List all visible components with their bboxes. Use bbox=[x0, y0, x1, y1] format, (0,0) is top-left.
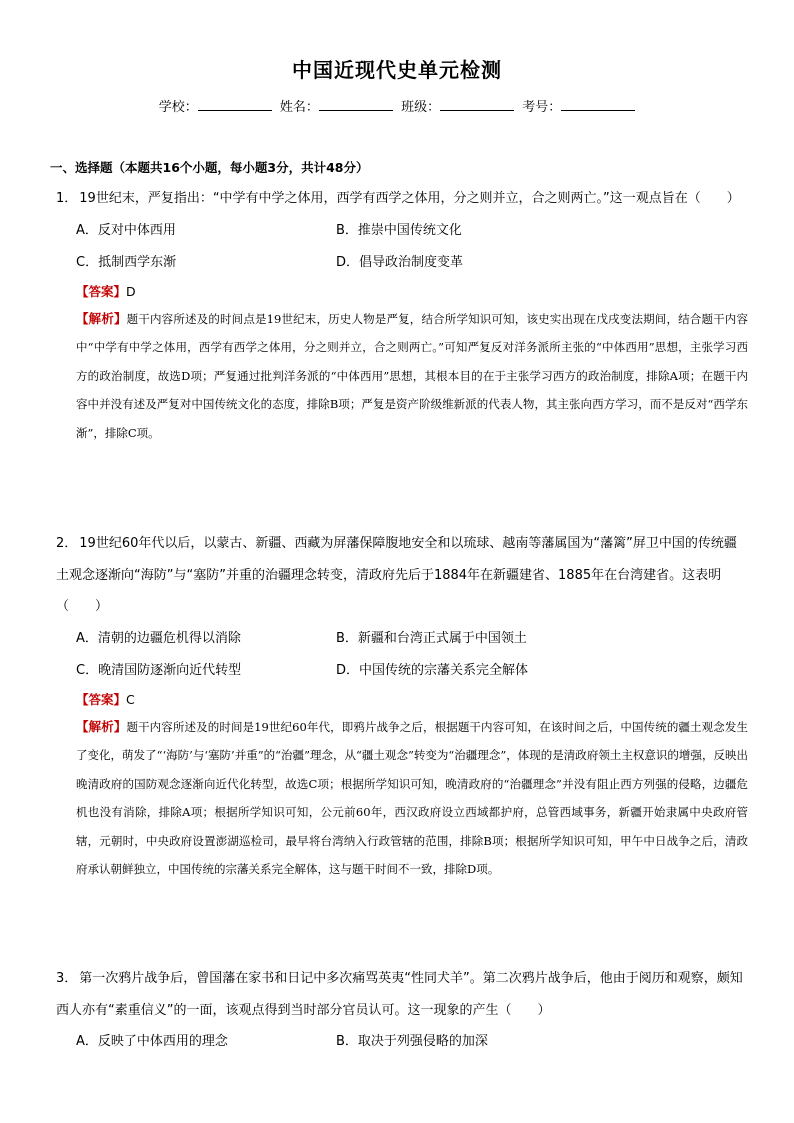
option-a[interactable]: A．清朝的边疆危机得以消除 bbox=[76, 630, 241, 646]
options-row bbox=[56, 215, 748, 247]
school-label: 学校： bbox=[158, 100, 198, 115]
question-stem bbox=[56, 183, 748, 215]
option-b[interactable]: B．推崇中国传统文化 bbox=[336, 222, 462, 238]
option-c[interactable]: C．抵制西学东渐 bbox=[76, 254, 177, 270]
explanation-tag: 【解析】 bbox=[76, 718, 127, 734]
class-blank[interactable] bbox=[440, 98, 514, 111]
name-label: 姓名： bbox=[279, 100, 319, 115]
question-1 bbox=[56, 183, 748, 447]
question-number: 1． bbox=[56, 191, 78, 206]
question-text: 19世纪60年代以后，以蒙古、新疆、西藏为屏藩保障腹地安全和以琉球、越南等藩属国为“藩篱”屏卫中国的传统疆土观念逐渐向“海防”与“塞防”并重的治疆理念转变，清政府先后于1884年在新疆建省、1885年在台湾建省。这表明（ ） bbox=[56, 536, 737, 614]
options-row bbox=[56, 623, 748, 655]
answer-value: C bbox=[126, 691, 135, 707]
answer-tag: 【答案】 bbox=[76, 691, 127, 707]
question-stem bbox=[56, 528, 748, 623]
option-c[interactable]: C．晚清国防逐渐向近代转型 bbox=[76, 662, 242, 678]
answer-line bbox=[76, 687, 748, 713]
explanation-text: 题干内容所述及的时间点是19世纪末，历史人物是严复，结合所学知识可知，该史实出现在戊戌变法期间，结合题干内容中“中学有中学之体用，西学有西学之体用，分之则并立，合之则两亡。”可知严复反对洋务派所主张的“中体西用”思想，主张学习西方的政治制度，故选D项；严复通过批判洋务派的“中体西用”思想，其根本目的在于主张学习西方的政治制度，排除A项；在题干内容中并没有述及严复对中国传统文化的态度，排除B项；严复是资产阶级维新派的代表人物，其主张向西方学习，而不是反对“西学东渐”，排除C项。 bbox=[76, 311, 748, 440]
answer-value: D bbox=[126, 283, 136, 299]
explanation bbox=[76, 713, 748, 884]
answer-line bbox=[76, 279, 748, 305]
option-d[interactable]: D．倡导政治制度变革 bbox=[336, 254, 464, 270]
answer-tag: 【答案】 bbox=[76, 283, 127, 299]
option-a[interactable]: A．反对中体西用 bbox=[76, 222, 176, 238]
class-label: 班级： bbox=[401, 100, 441, 115]
option-a[interactable]: A．反映了中体西用的理念 bbox=[76, 1034, 228, 1049]
exam-number-label: 考号： bbox=[522, 100, 562, 115]
section-heading: 一、选择题（本题共16个小题，每小题3分，共计48分） bbox=[50, 160, 369, 175]
option-d[interactable]: D．中国传统的宗藩关系完全解体 bbox=[336, 662, 529, 678]
question-number: 3． bbox=[56, 971, 78, 986]
question-stem bbox=[56, 963, 748, 1026]
student-info-line bbox=[0, 96, 794, 115]
explanation-tag: 【解析】 bbox=[76, 310, 127, 326]
option-b[interactable]: B．取决于列强侵略的加深 bbox=[336, 1034, 488, 1049]
question-number: 2． bbox=[56, 536, 78, 551]
question-text: 19世纪末，严复指出：“中学有中学之体用，西学有西学之体用，分之则并立，合之则两亡。”这一观点旨在（ ） bbox=[79, 191, 740, 206]
option-b[interactable]: B．新疆和台湾正式属于中国领土 bbox=[336, 630, 527, 646]
explanation bbox=[76, 305, 748, 448]
question-3 bbox=[56, 963, 748, 1058]
explanation-text: 题干内容所述及的时间是19世纪60年代，即鸦片战争之后，根据题干内容可知，在该时间之后，中国传统的疆土观念发生了变化，萌发了“‘海防’与‘塞防’并重”的“治疆”理念，从“疆土观念”转变为“治疆理念”，体现的是清政府领土主权意识的增强，反映出晚清政府的国防观念逐渐向近代化转型，故选C项；根据所学知识可知，晚清政府的“治疆理念”并没有阻止西方列强的侵略，边疆危机也没有消除，排除A项；根据所学知识可知，公元前60年，西汉政府设立西域都护府，总管西域事务，新疆开始隶属中央政府管辖，元朝时，中央政府设置澎湖巡检司，最早将台湾纳入行政管辖的范围，排除B项；根据所学知识可知，甲午中日战争之后，清政府承认朝鲜独立，中国传统的宗藩关系完全解体，这与题干时间不一致，排除D项。 bbox=[76, 719, 748, 876]
options-row bbox=[56, 1026, 748, 1058]
question-2 bbox=[56, 528, 748, 884]
school-blank[interactable] bbox=[198, 98, 272, 111]
page-title: 中国近现代史单元检测 bbox=[292, 58, 502, 82]
options-row bbox=[56, 247, 748, 279]
options-row bbox=[56, 655, 748, 687]
exam-number-blank[interactable] bbox=[561, 98, 635, 111]
question-text: 第一次鸦片战争后，曾国藩在家书和日记中多次痛骂英夷“性同犬羊”。第二次鸦片战争后，他由于阅历和观察，颇知西人亦有“素重信义”的一面，该观点得到当时部分官员认可。这一现象的产生（ ） bbox=[56, 971, 743, 1018]
name-blank[interactable] bbox=[319, 98, 393, 111]
